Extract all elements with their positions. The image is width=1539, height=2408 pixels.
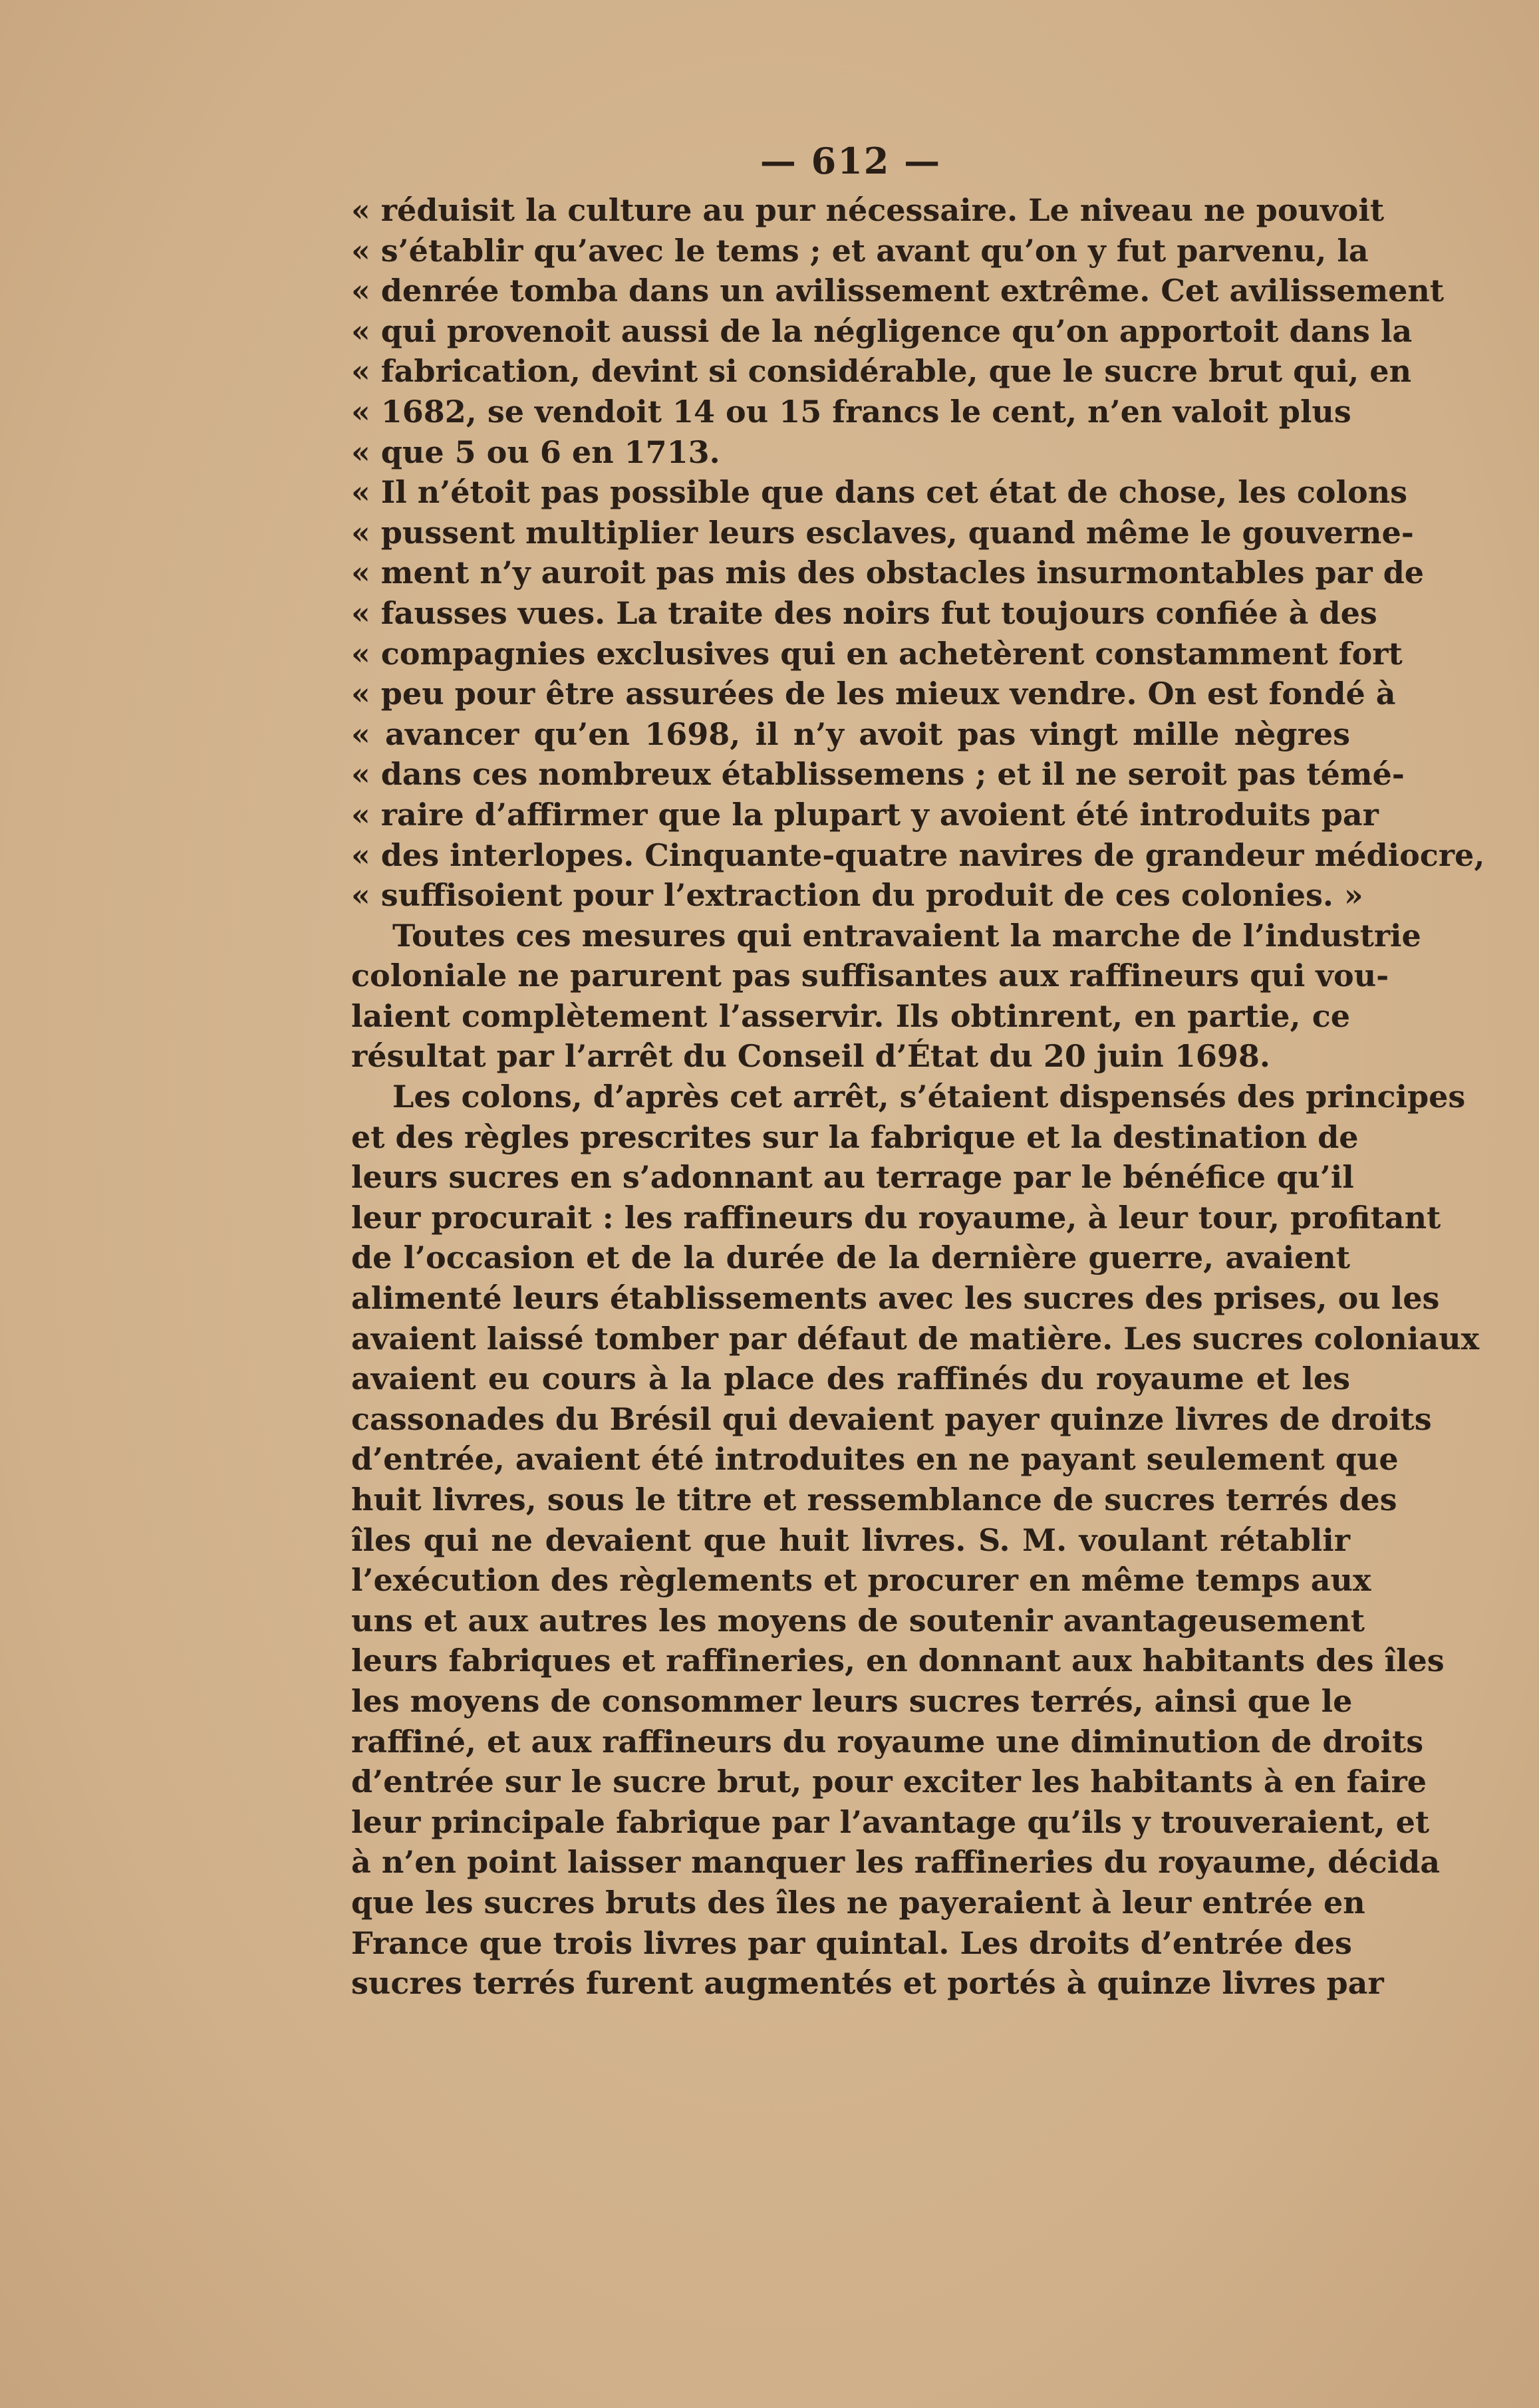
quote-line: « compagnies exclusives qui en achetèrent constamment fort (351, 635, 1403, 672)
quote-line: « qui provenoit aussi de la négligence qu’on apportoit dans la (351, 313, 1413, 349)
text-line: et des règles prescrites sur la fabrique et la destination de (351, 1119, 1359, 1155)
text-line: uns et aux autres les moyens de soutenir avantageusement (351, 1602, 1365, 1639)
quote-line: « que 5 ou 6 en 1713. (351, 434, 720, 470)
text-line: alimenté leurs établissements avec les sucres des prises, ou les (351, 1280, 1440, 1317)
text-line: leur procurait : les raffineurs du royaume, à leur tour, profitant (351, 1199, 1441, 1236)
text-line: à n’en point laisser manquer les raffineries du royaume, décida (351, 1844, 1441, 1881)
quote-line: « réduisit la culture au pur nécessaire. Le niveau ne pouvoit (351, 192, 1385, 228)
quote-line: « denrée tomba dans un avilissement extrême. Cet avilissement (351, 273, 1445, 309)
quote-line: « raire d’affirmer que la plupart y avoient été introduits par (351, 796, 1379, 833)
text-line: laient complètement l’asservir. Ils obtinrent, en partie, ce (351, 998, 1350, 1034)
text-line: avaient eu cours à la place des raffinés du royaume et les (351, 1361, 1350, 1397)
quote-line: « Il n’étoit pas possible que dans cet état de chose, les colons (351, 474, 1408, 511)
text-line: de l’occasion et de la durée de la dernière guerre, avaient (351, 1240, 1350, 1276)
text-line: coloniale ne parurent pas suffisantes aux raffineurs qui vou- (351, 958, 1389, 994)
page-number: — 612 — (760, 140, 942, 182)
text-line: cassonades du Brésil qui devaient payer quinze livres de droits (351, 1401, 1432, 1437)
paragraph-1 (351, 916, 1421, 1077)
text-line: avaient laissé tomber par défaut de matière. Les sucres coloniaux (351, 1320, 1480, 1357)
text-line: sucres terrés furent augmentés et portés à quinze livres par (351, 1965, 1384, 2002)
quote-line: « pussent multiplier leurs esclaves, quand même le gouverne- (351, 514, 1414, 551)
quote-line: « 1682, se vendoit 14 ou 15 francs le cent, n’en valoit plus (351, 393, 1351, 430)
text-line: îles qui ne devaient que huit livres. S. M. voulant rétablir (351, 1522, 1350, 1558)
quote-line: « suffisoient pour l’extraction du produit de ces colonies. » (351, 877, 1363, 914)
text-line: leurs fabriques et raffineries, en donnant aux habitants des îles (351, 1643, 1445, 1679)
quote-line: « s’établir qu’avec le tems ; et avant qu’on y fut parvenu, la (351, 232, 1369, 269)
text-line: raffiné, et aux raffineurs du royaume une diminution de droits (351, 1723, 1424, 1760)
text-line: d’entrée sur le sucre brut, pour exciter les habitants à en faire (351, 1764, 1427, 1800)
quote-line: « fabrication, devint si considérable, que le sucre brut qui, en (351, 353, 1412, 390)
text-line: huit livres, sous le titre et ressemblance de sucres terrés des (351, 1482, 1397, 1518)
quote-line: « des interlopes. Cinquante-quatre navires de grandeur médiocre, (351, 837, 1485, 873)
text-line: résultat par l’arrêt du Conseil d’État du 20 juin 1698. (351, 1038, 1270, 1075)
text-line: leur principale fabrique par l’avantage qu’ils y trouveraient, et (351, 1804, 1430, 1840)
text-line: l’exécution des règlements et procurer en même temps aux (351, 1562, 1371, 1599)
text-line: Toutes ces mesures qui entravaient la marche de l’industrie (392, 917, 1421, 954)
text-line: France que trois livres par quintal. Les droits d’entrée des (351, 1925, 1352, 1961)
text-line: Les colons, d’après cet arrêt, s’étaient dispensés des principes (392, 1079, 1466, 1115)
paragraph-2 (351, 1077, 1480, 2004)
quote-line: « avancer qu’en 1698, il n’y avoit pas vingt mille nègres (351, 716, 1350, 752)
quote-line: « peu pour être assurées de les mieux vendre. On est fondé à (351, 676, 1396, 712)
quote-line: « fausses vues. La traite des noirs fut toujours confiée à des (351, 595, 1377, 631)
text-line: que les sucres bruts des îles ne payeraient à leur entrée en (351, 1884, 1365, 1921)
quote-line: « ment n’y auroit pas mis des obstacles insurmontables par de (351, 555, 1425, 591)
page-body (351, 140, 1485, 2004)
text-line: leurs sucres en s’adonnant au terrage par le bénéfice qu’il (351, 1159, 1354, 1196)
quoted-passage (351, 190, 1485, 916)
quote-line: « dans ces nombreux établissemens ; et il ne seroit pas témé- (351, 756, 1405, 793)
text-line: d’entrée, avaient été introduites en ne payant seulement que (351, 1441, 1399, 1478)
text-line: les moyens de consommer leurs sucres terrés, ainsi que le (351, 1682, 1353, 1719)
